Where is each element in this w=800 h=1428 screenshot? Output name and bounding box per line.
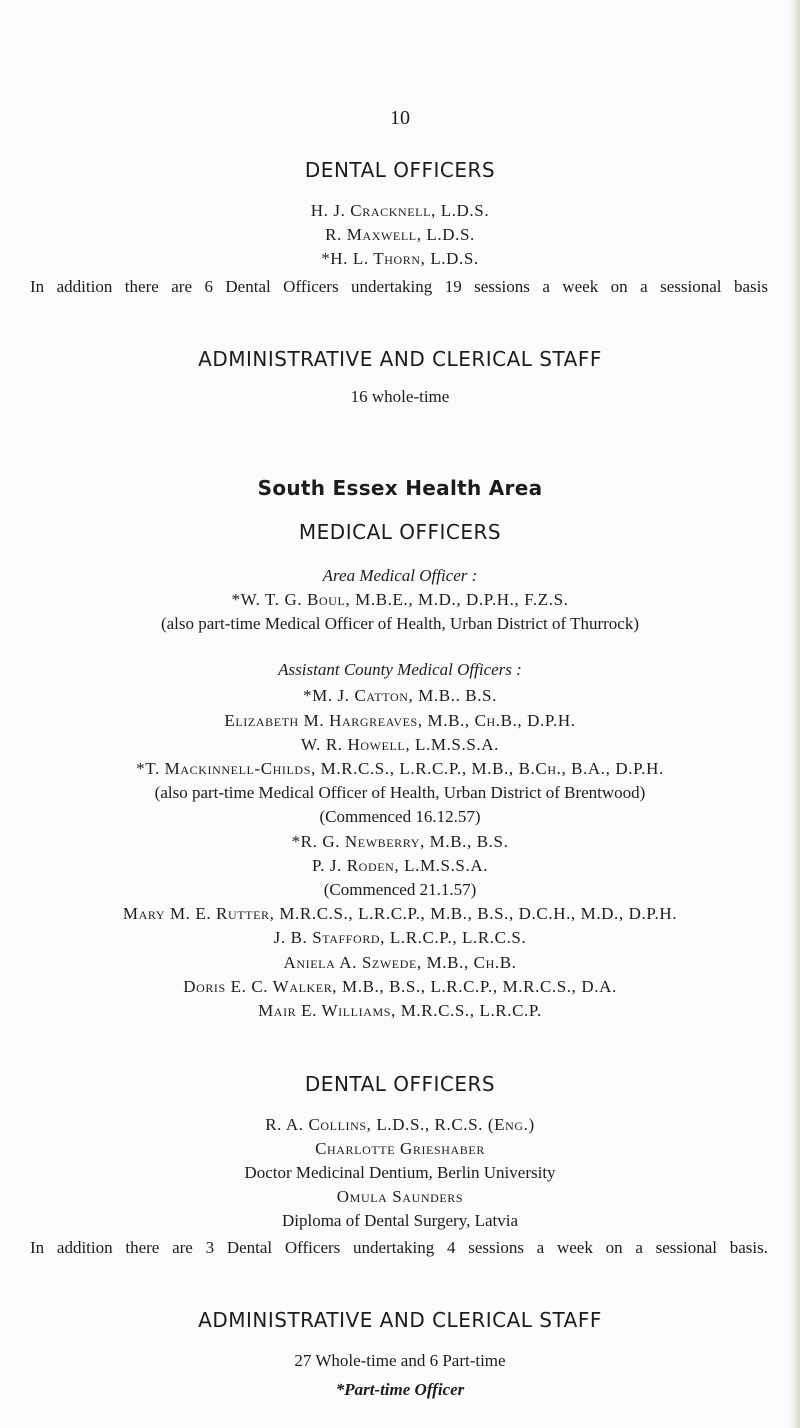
officer-line: Mair E. Williams, M.R.C.S., L.R.C.P.	[258, 1001, 542, 1020]
dental-officer-line: Charlotte Grieshaber	[315, 1139, 485, 1158]
dental-officer-qualification: Diploma of Dental Surgery, Latvia	[281, 1211, 519, 1230]
officer-line: *T. Mackinnell-Childs, M.R.C.S., L.R.C.P., M.B., B.Ch., B.A., D.P.H.	[136, 759, 664, 778]
officer-line: W. R. Howell, L.M.S.S.A.	[301, 735, 499, 754]
page-number: 10	[390, 107, 410, 129]
dental-officer-line: R. A. Collins, L.D.S., R.C.S. (Eng.)	[265, 1115, 535, 1134]
medical-officers-heading: MEDICAL OFFICERS	[298, 520, 502, 544]
officer-note: (Commenced 21.1.57)	[323, 880, 477, 899]
officer-line: Aniela A. Szwede, M.B., Ch.B.	[283, 953, 517, 972]
area-medical-officer-label: Area Medical Officer :	[322, 566, 478, 585]
officer-line: Doris E. C. Walker, M.B., B.S., L.R.C.P., M.R.C.S., D.A.	[183, 977, 617, 996]
officer-line: J. B. Stafford, L.R.C.P., L.R.C.S.	[273, 928, 527, 947]
footnote: *Part-time Officer	[335, 1380, 465, 1399]
dental-officers-note-2: In addition there are 3 Dental Officers undertaking 4 sessions a week on a sessional basis.	[30, 1238, 768, 1257]
officer-line: Elizabeth M. Hargreaves, M.B., Ch.B., D.P.H.	[224, 711, 576, 730]
admin-staff-line-2: 27 Whole-time and 6 Part-time	[294, 1351, 506, 1370]
officer-note: (also part-time Medical Officer of Health, Urban District of Brentwood)	[154, 783, 646, 802]
dental-officers-note: In addition there are 6 Dental Officers undertaking 19 sessions a week on a sessional basis	[30, 277, 768, 296]
dental-officer-qualification: Doctor Medicinal Dentium, Berlin University	[244, 1163, 556, 1182]
area-medical-officer-name: *W. T. G. Boul, M.B.E., M.D., D.P.H., F.Z.S.	[231, 590, 569, 609]
officer-line: *H. L. Thorn, L.D.S.	[321, 249, 479, 268]
officer-line: *M. J. Catton, M.B.. B.S.	[303, 686, 497, 705]
admin-staff-heading: ADMINISTRATIVE AND CLERICAL STAFF	[198, 347, 602, 371]
admin-staff-heading-2: ADMINISTRATIVE AND CLERICAL STAFF	[198, 1308, 602, 1332]
dental-officers-heading-2: DENTAL OFFICERS	[304, 1072, 496, 1096]
dental-officers-heading: DENTAL OFFICERS	[304, 158, 496, 182]
officer-line: Mary M. E. Rutter, M.R.C.S., L.R.C.P., M.B., B.S., D.C.H., M.D., D.P.H.	[122, 904, 678, 923]
assistant-officers-label: Assistant County Medical Officers :	[278, 660, 522, 679]
admin-staff-line: 16 whole-time	[350, 387, 450, 406]
officer-line: P. J. Roden, L.M.S.S.A.	[311, 856, 489, 875]
officer-line: R. Maxwell, L.D.S.	[325, 225, 475, 244]
officer-line: *R. G. Newberry, M.B., B.S.	[291, 832, 509, 851]
officer-line: H. J. Cracknell, L.D.S.	[310, 201, 490, 220]
area-medical-officer-note: (also part-time Medical Officer of Health, Urban District of Thurrock)	[160, 614, 640, 633]
dental-officer-line: Omula Saunders	[336, 1187, 464, 1206]
officer-note: (Commenced 16.12.57)	[319, 807, 481, 826]
area-title: South Essex Health Area	[257, 476, 543, 500]
